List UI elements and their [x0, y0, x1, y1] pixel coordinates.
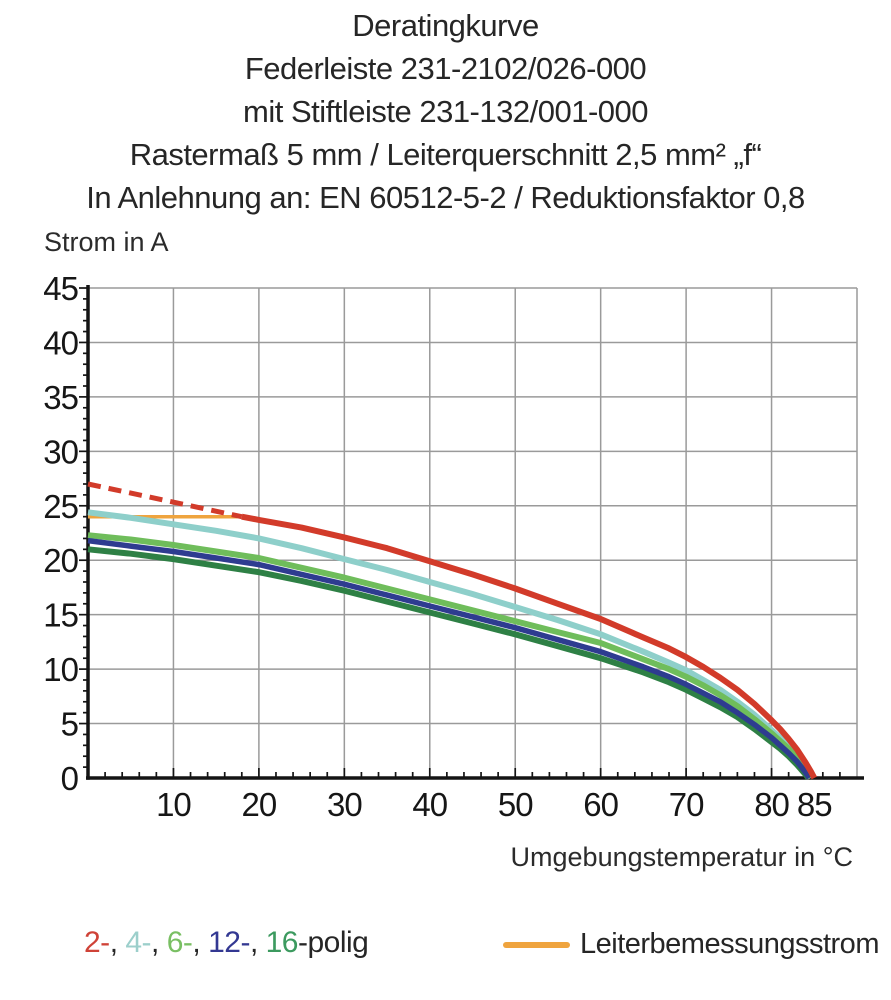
- y-axis-title: Strom in A: [44, 227, 169, 257]
- y-tick-label: 30: [43, 433, 78, 471]
- y-tick-label: 20: [43, 542, 78, 580]
- y-tick-label: 10: [43, 651, 78, 689]
- x-tick-label: 10: [156, 786, 191, 823]
- curve-6-polig: [88, 535, 810, 778]
- legend-pole-token: ,: [109, 926, 126, 959]
- y-tick-label: 45: [43, 270, 78, 307]
- x-tick-label: 85: [796, 786, 832, 823]
- legend-pole-token: 12-: [208, 926, 250, 959]
- legend-pole-token: 6-: [166, 926, 193, 959]
- y-tick-label: 0: [60, 760, 78, 797]
- x-axis-title: Umgebungstemperatur in °C: [510, 842, 853, 872]
- y-tick-label: 40: [43, 324, 78, 362]
- legend-pole-token: ,: [151, 926, 167, 959]
- legend-pole-token: 4-: [125, 926, 152, 959]
- y-tick-label: 5: [60, 705, 78, 743]
- legend-pole-token: 16: [265, 926, 298, 959]
- x-tick-label: 70: [668, 786, 704, 823]
- x-tick-label: 80: [754, 786, 789, 823]
- y-tick-label: 35: [43, 378, 78, 416]
- curve-4-polig: [88, 512, 811, 778]
- title-line-4: Rastermaß 5 mm / Leiterquerschnitt 2,5 mm² „f“: [129, 137, 762, 172]
- title-line-1: Deratingkurve: [352, 8, 539, 43]
- curve-2-polig-gestrichelt: [88, 484, 242, 517]
- legend-pole-token: -polig: [297, 926, 369, 959]
- rated-current-line-swatch: [503, 942, 570, 948]
- x-tick-label: 40: [412, 786, 448, 823]
- rated-current-label: Leiterbemessungsstrom: [580, 928, 879, 960]
- y-tick-label: 25: [43, 487, 78, 525]
- x-tick-label: 30: [326, 786, 362, 823]
- title-line-2: Federleiste 231-2102/026-000: [244, 51, 647, 86]
- legend-pole-token: ,: [249, 926, 266, 959]
- title-line-5: In Anlehnung an: EN 60512-5-2 / Reduktionsfaktor 0,8: [86, 180, 805, 215]
- x-tick-label: 20: [241, 786, 277, 823]
- legend-pole-token: ,: [192, 926, 209, 959]
- legend-pole-counts: [84, 926, 368, 960]
- curve-12-polig: [88, 541, 809, 778]
- chart-title-block: [0, 4, 891, 219]
- y-tick-label: 15: [43, 596, 78, 634]
- title-line-3: mit Stiftleiste 231-132/001-000: [243, 94, 648, 129]
- x-tick-label: 50: [497, 786, 533, 823]
- x-tick-label: 60: [583, 786, 619, 823]
- legend-pole-token: 2-: [84, 926, 110, 959]
